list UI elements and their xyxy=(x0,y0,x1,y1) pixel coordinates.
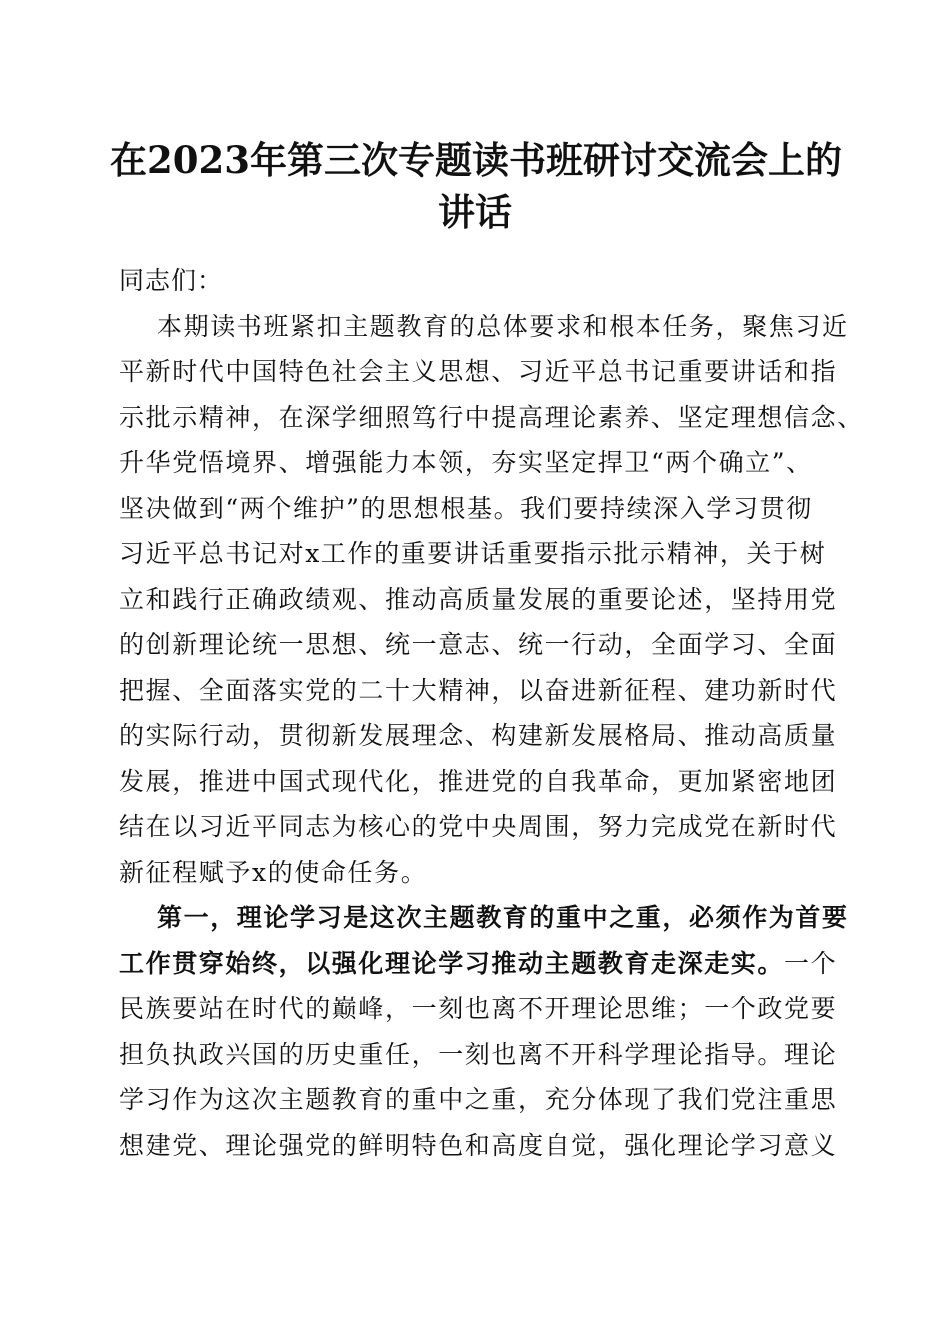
paragraph-line xyxy=(119,941,838,987)
paragraph-line: 想建党、理论强党的鲜明特色和高度自觉，强化理论学习意义 xyxy=(119,1130,838,1160)
paragraph-1 xyxy=(119,304,864,896)
paragraph-line: 立和践行正确政绩观、推动高质量发展的重要论述，坚持用党 xyxy=(119,584,838,614)
paragraph-line: 平新时代中国特色社会主义思想、习近平总书记重要讲话和指 xyxy=(119,357,838,386)
bold-heading-part: 工作贯穿始终，以强化理论学习推动主题教育走深走实。 xyxy=(119,948,785,978)
paragraph-2 xyxy=(119,895,849,1168)
paragraph-line: 的实际行动，贯彻新发展理念、构建新发展格局、推动高质量 xyxy=(119,721,838,750)
paragraph-line: 本期读书班紧扣主题教育的总体要求和根本任务，聚焦习近 xyxy=(157,311,849,341)
paragraph-line xyxy=(119,895,849,941)
paragraph-line: 发展，推进中国式现代化，推进党的自我革命，更加紧密地团 xyxy=(119,766,838,796)
paragraph-line: 示批示精神，在深学细照笃行中提高理论素养、坚定理想信念、 xyxy=(119,402,864,432)
title-line-1: 在2023年第三次专题读书班研讨交流会上的 xyxy=(110,138,842,182)
paragraph-line: 学习作为这次主题教育的重中之重，充分体现了我们党注重思 xyxy=(119,1085,838,1114)
paragraph-line: 升华党悟境界、增强能力本领，夯实坚定捍卫“两个确立”、 xyxy=(119,448,813,477)
paragraph-line: 新征程赋予x的使命任务。 xyxy=(119,857,428,887)
bold-heading-part: 第一，理论学习是这次主题教育的重中之重，必须作为首要 xyxy=(157,903,849,932)
paragraph-line: 把握、全面落实党的二十大精神，以奋进新征程、建功新时代 xyxy=(119,675,838,705)
paragraph-text-part: 一个 xyxy=(784,948,838,978)
paragraph-line: 习近平总书记对x工作的重要讲话重要指示批示精神，关于树 xyxy=(119,539,827,568)
title-line-2: 讲话 xyxy=(438,190,512,234)
paragraph-line: 结在以习近平同志为核心的党中央周围，努力完成党在新时代 xyxy=(119,812,838,841)
paragraph-line: 坚决做到“两个维护”的思想根基。我们要持续深入学习贯彻 xyxy=(119,493,813,523)
paragraph-line: 民族要站在时代的巅峰，一刻也离不开理论思维；一个政党要 xyxy=(119,994,838,1023)
document-body xyxy=(119,258,864,1168)
greeting: 同志们： xyxy=(119,266,224,295)
paragraph-line: 担负执政兴国的历史重任，一刻也离不开科学理论指导。理论 xyxy=(119,1039,838,1069)
paragraph-line: 的创新理论统一思想、统一意志、统一行动，全面学习、全面 xyxy=(119,630,838,659)
document-title xyxy=(110,134,840,238)
